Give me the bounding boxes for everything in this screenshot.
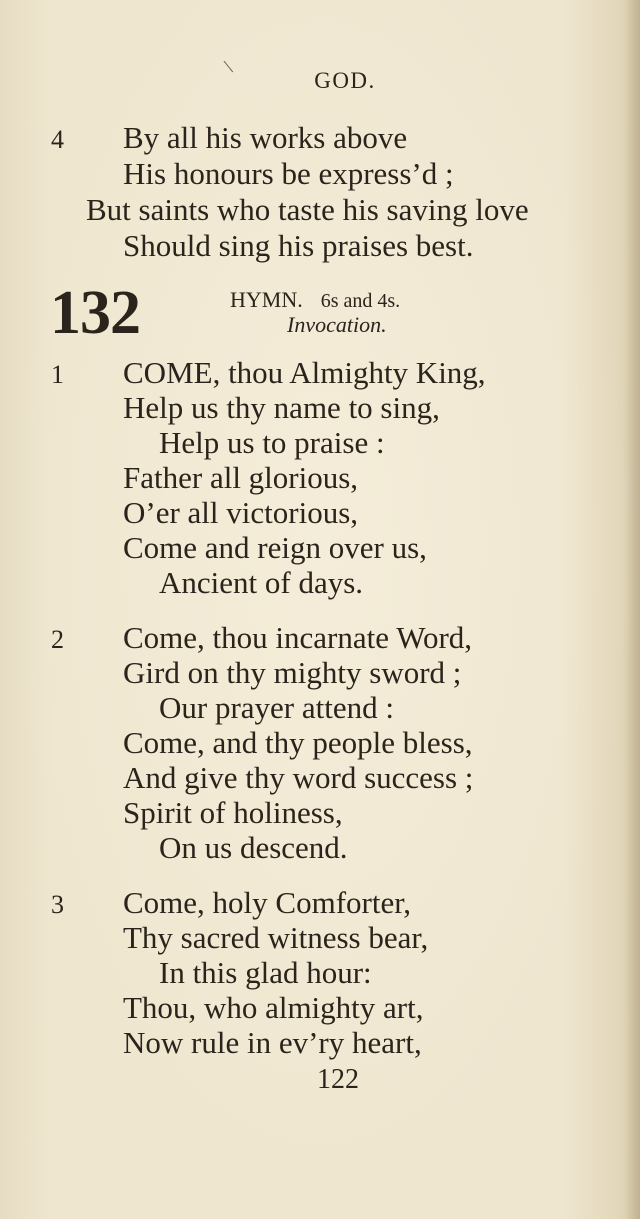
verse-line: Ancient of days. [159,565,364,600]
hymn-kind: HYMN. [230,287,303,312]
verse-line: O’er all victorious, [123,495,359,530]
verse-line: In this glad hour: [159,955,372,990]
hymn-subtitle: Invocation. [287,312,387,337]
page-number: 122 [317,1064,359,1095]
verse-line: COME, thou Almighty King, [123,355,486,390]
verse-line: Spirit of holiness, [123,795,343,830]
verse-line: Help us thy name to sing, [123,390,440,425]
stanza-number: 4 [51,125,64,154]
verse-line: Come, and thy people bless, [123,725,473,760]
verse-line: Come and reign over us, [123,530,427,565]
verse-line: Now rule in ev’ry heart, [123,1025,422,1060]
verse-line: Should sing his praises best. [123,228,474,263]
verse-line: By all his works above [123,120,408,155]
hymn-number: 132 [50,279,140,347]
verse-line: Come, holy Comforter, [123,885,412,920]
verse-line: Help us to praise : [159,425,385,460]
verse-line: And give thy word success ; [123,760,474,795]
verse-line: Father all glorious, [123,460,359,495]
verse-line: Thy sacred witness bear, [123,920,429,955]
hymn-meter: 6s and 4s. [320,290,401,312]
stanza-number: 1 [51,360,64,389]
hymn-title [230,287,400,313]
verse-line: Thou, who almighty art, [123,990,424,1025]
verse-line: Gird on thy mighty sword ; [123,655,462,690]
verse-line: Come, thou incarnate Word, [123,620,473,655]
page-edge-shadow [626,0,640,1219]
verse-line: On us descend. [159,830,348,865]
verse-line: Our prayer attend : [159,690,394,725]
verse-line: His honours be express’d ; [123,156,454,191]
verse-line: But saints who taste his saving love [86,192,529,227]
stanza-number: 3 [51,890,64,919]
stanza-number: 2 [51,625,64,654]
running-header: GOD. [314,68,376,93]
ink-mark: \ [222,55,235,79]
